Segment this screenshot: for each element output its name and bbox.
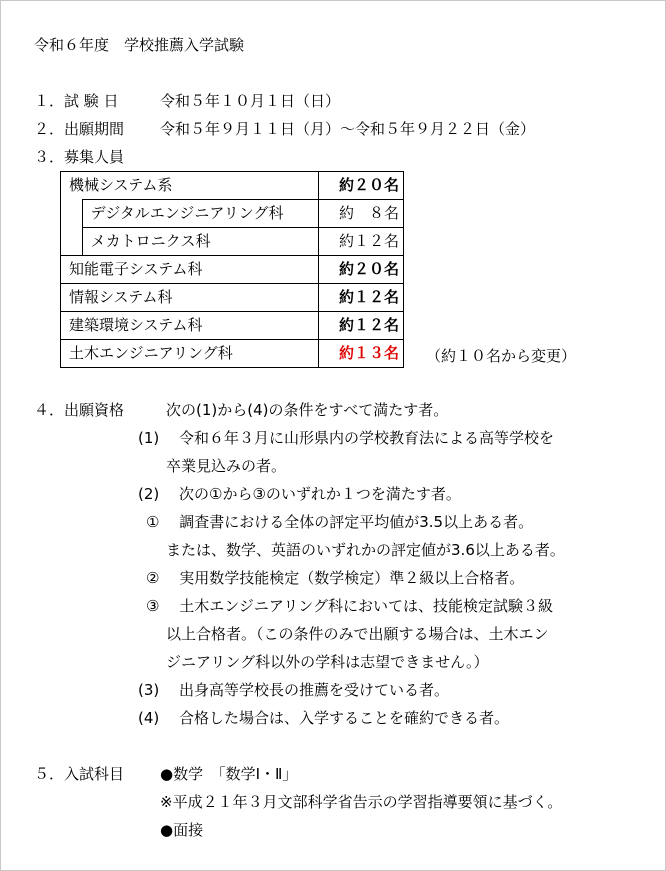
eligibility-sub-2: ② 実用数学技能検定（数学検定）準２級以上合格者。 xyxy=(146,569,525,587)
subject-interview: ●面接 xyxy=(160,821,204,839)
exam-date-value: 令和５年１０月１日（日） xyxy=(160,92,341,110)
eligibility-sub-3-cont: 以上合格者。（この条件のみで出願する場合は、土木エン xyxy=(166,625,549,643)
eligibility-item-4: (4) 合格した場合は、入学することを確約できる者。 xyxy=(138,709,510,727)
subject-math-note: ※平成２１年３月文部科学省告示の学習指導要領に基づく。 xyxy=(160,793,563,811)
eligibility-item-3: (3) 出身高等学校長の推薦を受けている者。 xyxy=(138,681,450,699)
application-period-value: 令和５年９月１１日（月）～令和５年９月２２日（金） xyxy=(160,120,536,138)
department-name: 知能電子システム科 xyxy=(61,256,319,284)
department-count: 約１２名 xyxy=(319,284,404,312)
subjects-label: ５．入試科目 xyxy=(34,765,125,783)
table-row xyxy=(61,200,404,228)
department-count: 約１２名 xyxy=(319,312,404,340)
course-name: メカトロニクス科 xyxy=(82,228,318,256)
document-title: 令和６年度 学校推薦入学試験 xyxy=(34,36,245,54)
course-count: 約 ８名 xyxy=(319,200,404,228)
table-row xyxy=(61,312,404,340)
application-period-label: ２．出願期間 xyxy=(34,120,125,138)
eligibility-item-2: (2) 次の①から③のいずれか１つを満たす者。 xyxy=(138,485,461,503)
table-row xyxy=(61,340,404,368)
eligibility-label: ４．出願資格 xyxy=(34,401,125,419)
department-name: 情報システム科 xyxy=(61,284,319,312)
eligibility-sub-3: ③ 土木エンジニアリング科においては、技能検定試験３級 xyxy=(146,597,553,615)
eligibility-item-1-cont: 卒業見込みの者。 xyxy=(166,457,287,475)
department-count: 約２０名 xyxy=(319,172,404,200)
department-count-highlighted: 約１３名 xyxy=(319,340,404,368)
eligibility-sub-3-cont2: ジニアリング科以外の学科は志望できません。） xyxy=(166,653,489,671)
department-name: 土木エンジニアリング科 xyxy=(61,340,319,368)
eligibility-sub-1-cont: または、数学、英語のいずれかの評定値が3.6以上ある者。 xyxy=(166,541,565,559)
eligibility-intro: 次の(1)から(4)の条件をすべて満たす者。 xyxy=(166,401,449,419)
course-name: デジタルエンジニアリング科 xyxy=(82,200,318,228)
table-row xyxy=(61,172,404,200)
eligibility-sub-1: ① 調査書における全体の評定平均値が3.5以上ある者。 xyxy=(146,513,534,531)
table-row xyxy=(61,284,404,312)
department-name: 建築環境システム科 xyxy=(61,312,319,340)
change-note: （約１０名から変更） xyxy=(426,347,577,365)
recruitment-table xyxy=(60,171,404,368)
eligibility-item-1: (1) 令和６年３月に山形県内の学校教育法による高等学校を xyxy=(138,429,555,447)
exam-date-label: １．試 験 日 xyxy=(34,92,119,110)
department-count: 約２０名 xyxy=(319,256,404,284)
subject-math: ●数学 「数学Ⅰ・Ⅱ」 xyxy=(160,765,298,783)
table-row xyxy=(61,228,404,256)
recruitment-label: ３．募集人員 xyxy=(34,148,125,166)
table-row xyxy=(61,256,404,284)
department-name: 機械システム系 xyxy=(61,172,319,200)
course-count: 約１２名 xyxy=(319,228,404,256)
